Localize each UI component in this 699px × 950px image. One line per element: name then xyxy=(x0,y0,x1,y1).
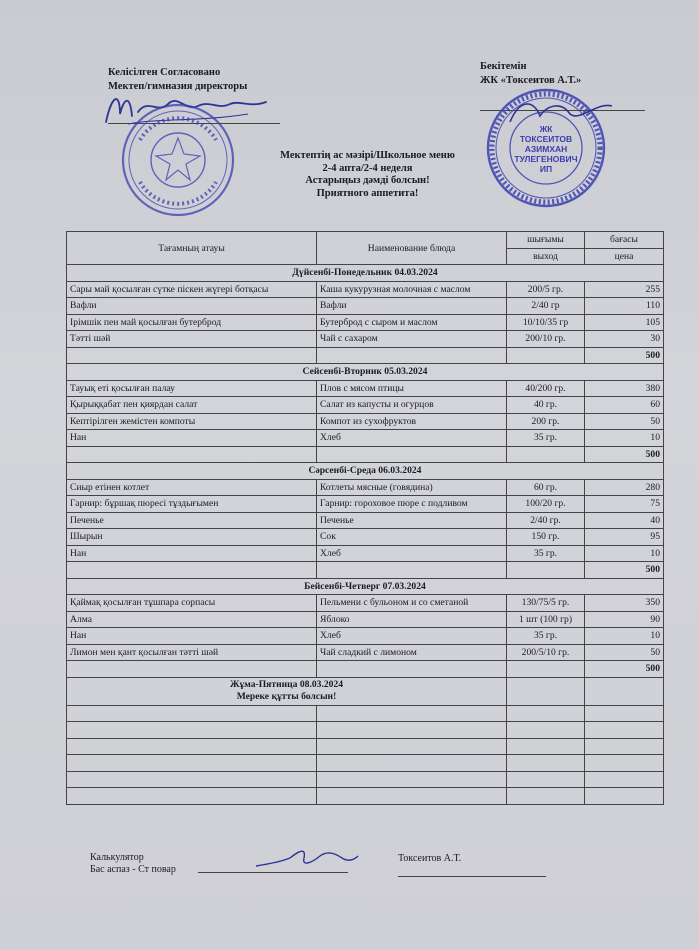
dish-yield: 2/40 гр xyxy=(507,298,585,315)
dish-price: 40 xyxy=(585,512,664,529)
approval-right-block xyxy=(480,60,581,88)
dish-ru: Гарнир: гороховое пюре с подливом xyxy=(317,496,507,513)
dish-ru: Чай сладкий с лимоном xyxy=(317,644,507,661)
dish-kz: Нан xyxy=(67,545,317,562)
holiday-note: Мереке құтты болсын! xyxy=(236,691,337,702)
day-row xyxy=(67,677,664,705)
header-yield-ru: выход xyxy=(507,248,585,265)
empty-row xyxy=(67,705,664,722)
dish-kz: Сиыр етінен котлет xyxy=(67,479,317,496)
dish-price: 10 xyxy=(585,628,664,645)
table-row xyxy=(67,397,664,414)
dish-ru: Бутерброд с сыром и маслом xyxy=(317,314,507,331)
menu-title xyxy=(250,150,485,200)
dish-kz: Тауық еті қосылған палау xyxy=(67,380,317,397)
title-line2: 2-4 апта/2-4 неделя xyxy=(322,162,413,174)
approval-left-line1: Келісілген Согласовано xyxy=(108,67,221,78)
dish-ru: Сок xyxy=(317,529,507,546)
table-row xyxy=(67,496,664,513)
title-line3: Астарыңыз дәмді болсын! xyxy=(305,175,430,186)
table-row xyxy=(67,512,664,529)
day-total: 500 xyxy=(585,562,664,579)
seal-line2: ТОКСЕИТОВ xyxy=(519,134,573,144)
table-row xyxy=(67,331,664,348)
dish-ru: Котлеты мясные (говядина) xyxy=(317,479,507,496)
dish-yield: 35 гр. xyxy=(507,430,585,447)
dish-ru: Компот из сухофруктов xyxy=(317,413,507,430)
chef-signature xyxy=(250,844,360,874)
day-title: Сейсенбі-Вторник 05.03.2024 xyxy=(67,364,664,381)
header-ru-name: Наименование блюда xyxy=(317,232,507,265)
footer-right-line xyxy=(398,876,546,877)
dish-price: 10 xyxy=(585,545,664,562)
dish-yield: 130/75/5 гр. xyxy=(507,595,585,612)
dish-kz: Печенье xyxy=(67,512,317,529)
dish-kz: Қаймақ қосылған тұшпара сорпасы xyxy=(67,595,317,612)
dish-price: 280 xyxy=(585,479,664,496)
dish-kz: Нан xyxy=(67,430,317,447)
dish-price: 380 xyxy=(585,380,664,397)
dish-ru: Яблоко xyxy=(317,611,507,628)
dish-ru: Чай с сахаром xyxy=(317,331,507,348)
dish-price: 350 xyxy=(585,595,664,612)
dish-yield: 60 гр. xyxy=(507,479,585,496)
title-line1: Мектептің ас мәзірі/Школьное меню xyxy=(280,150,455,161)
dish-ru: Пельмени с бульоном и со сметаной xyxy=(317,595,507,612)
dish-price: 30 xyxy=(585,331,664,348)
empty-row xyxy=(67,722,664,739)
dish-yield: 200 гр. xyxy=(507,413,585,430)
footer-right-name: Токсеитов А.Т. xyxy=(398,853,462,864)
footer-left xyxy=(90,852,176,876)
table-row xyxy=(67,430,664,447)
table-row xyxy=(67,529,664,546)
dish-yield: 35 гр. xyxy=(507,545,585,562)
dish-price: 50 xyxy=(585,644,664,661)
dish-price: 105 xyxy=(585,314,664,331)
day-row xyxy=(67,578,664,595)
dish-ru: Хлеб xyxy=(317,628,507,645)
table-row xyxy=(67,413,664,430)
table-row xyxy=(67,611,664,628)
table-row xyxy=(67,479,664,496)
dish-kz: Қырыққабат пен қиярдан салат xyxy=(67,397,317,414)
dish-yield: 35 гр. xyxy=(507,628,585,645)
dish-yield: 40/200 гр. xyxy=(507,380,585,397)
dish-yield: 200/5 гр. xyxy=(507,281,585,298)
header-kz-name: Тағамның атауы xyxy=(67,232,317,265)
approval-left-line2: Мектеп/гимназия директоры xyxy=(108,81,248,92)
day-row xyxy=(67,463,664,480)
dish-kz: Гарнир: бұршақ пюресі тұздығымен xyxy=(67,496,317,513)
dish-price: 90 xyxy=(585,611,664,628)
school-seal-icon xyxy=(118,100,238,220)
dish-price: 255 xyxy=(585,281,664,298)
dish-kz: Алма xyxy=(67,611,317,628)
dish-price: 110 xyxy=(585,298,664,315)
seal-line4: ТУЛЕГЕНОВИЧ xyxy=(514,154,578,164)
dish-price: 95 xyxy=(585,529,664,546)
dish-price: 60 xyxy=(585,397,664,414)
header-price-ru: цена xyxy=(585,248,664,265)
day-total: 500 xyxy=(585,347,664,364)
dish-ru: Каша кукурузная молочная с маслом xyxy=(317,281,507,298)
dish-yield: 40 гр. xyxy=(507,397,585,414)
dish-yield: 100/20 гр. xyxy=(507,496,585,513)
empty-row xyxy=(67,788,664,805)
dish-kz: Сары май қосылған сүтке піскен жүгері ботқасы xyxy=(67,281,317,298)
day-title: Дүйсенбі-Понедельник 04.03.2024 xyxy=(67,265,664,282)
dish-price: 75 xyxy=(585,496,664,513)
dish-kz: Ірімшік пен май қосылған бутерброд xyxy=(67,314,317,331)
dish-ru: Хлеб xyxy=(317,430,507,447)
dish-ru: Плов с мясом птицы xyxy=(317,380,507,397)
dish-yield: 200/10 гр. xyxy=(507,331,585,348)
table-row xyxy=(67,628,664,645)
table-row xyxy=(67,545,664,562)
table-row xyxy=(67,314,664,331)
table-row xyxy=(67,644,664,661)
dish-ru: Хлеб xyxy=(317,545,507,562)
header-yield-kz: шығымы xyxy=(507,232,585,249)
menu-table xyxy=(66,231,664,805)
dish-yield: 1 шт (100 гр) xyxy=(507,611,585,628)
dish-ru: Вафли xyxy=(317,298,507,315)
empty-row xyxy=(67,771,664,788)
table-row xyxy=(67,298,664,315)
dish-yield: 150 гр. xyxy=(507,529,585,546)
title-line4: Приятного аппетита! xyxy=(316,187,419,199)
footer-calc-label: Калькулятор xyxy=(90,852,144,863)
dish-kz: Лимон мен қант қосылған тәтті шәй xyxy=(67,644,317,661)
dish-kz: Нан xyxy=(67,628,317,645)
total-row xyxy=(67,347,664,364)
dish-yield: 10/10/35 гр xyxy=(507,314,585,331)
empty-row xyxy=(67,738,664,755)
table-header-row xyxy=(67,232,664,249)
table-row xyxy=(67,281,664,298)
dish-yield: 2/40 гр. xyxy=(507,512,585,529)
seal-line3: АЗИМХАН xyxy=(524,144,568,154)
approval-right-line2: ЖК «Токсеитов А.Т.» xyxy=(480,75,582,86)
dish-yield: 200/5/10 гр. xyxy=(507,644,585,661)
day-row xyxy=(67,364,664,381)
total-row xyxy=(67,562,664,579)
dish-kz: Тәтті шәй xyxy=(67,331,317,348)
day-title: Сәрсенбі-Среда 06.03.2024 xyxy=(67,463,664,480)
empty-row xyxy=(67,755,664,772)
dish-kz: Вафли xyxy=(67,298,317,315)
footer-chef-label: Бас аспаз - Ст повар xyxy=(90,864,176,875)
day-row xyxy=(67,265,664,282)
total-row xyxy=(67,446,664,463)
approver-signature xyxy=(500,92,620,132)
day-total: 500 xyxy=(585,661,664,678)
dish-price: 50 xyxy=(585,413,664,430)
friday-cell xyxy=(67,677,507,705)
table-row xyxy=(67,595,664,612)
approval-right-line1: Бекітемін xyxy=(480,61,527,72)
total-row xyxy=(67,661,664,678)
day-title: Жұма-Пятница 08.03.2024 xyxy=(229,679,344,690)
dish-kz: Кептірілген жемістен компоты xyxy=(67,413,317,430)
dish-ru: Салат из капусты и огурцов xyxy=(317,397,507,414)
day-title: Бейсенбі-Четверг 07.03.2024 xyxy=(67,578,664,595)
dish-price: 10 xyxy=(585,430,664,447)
dish-ru: Печенье xyxy=(317,512,507,529)
seal-line1: ЖК xyxy=(539,124,553,134)
dish-kz: Шырын xyxy=(67,529,317,546)
seal-line5: ИП xyxy=(539,164,553,174)
table-row xyxy=(67,380,664,397)
header-price-kz: бағасы xyxy=(585,232,664,249)
day-total: 500 xyxy=(585,446,664,463)
